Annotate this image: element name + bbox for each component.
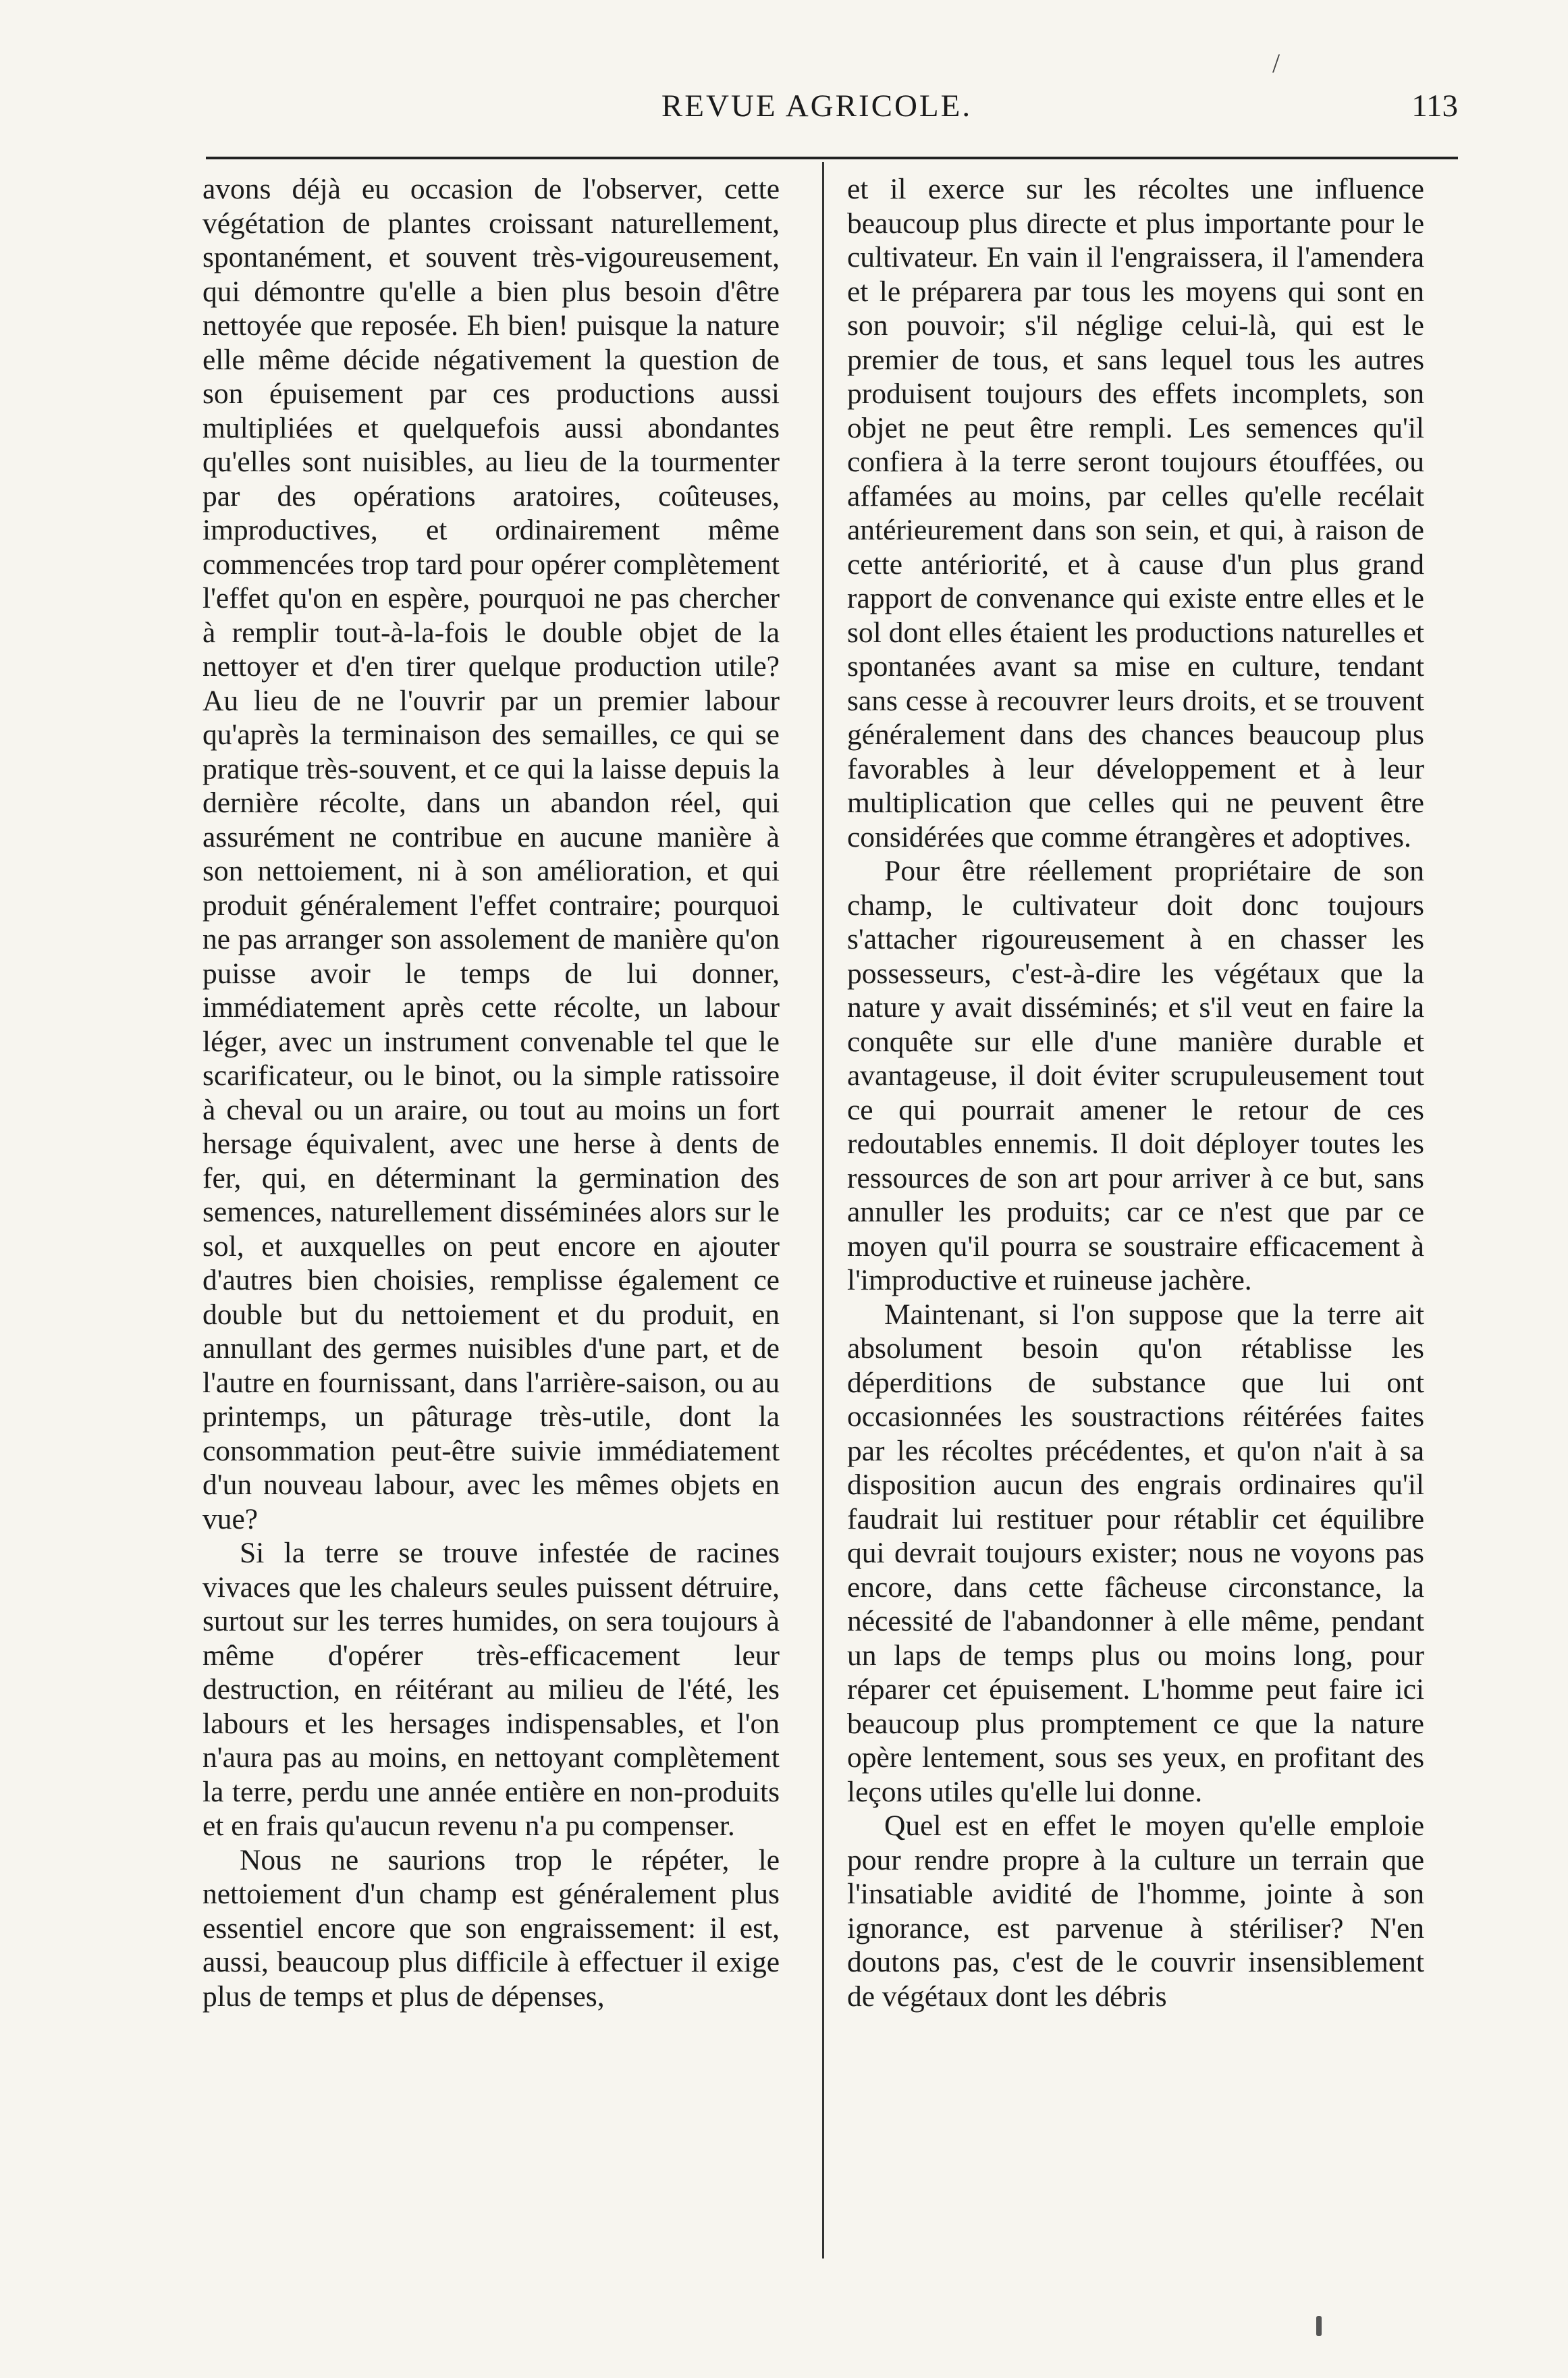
paragraph: Quel est en effet le moyen qu'elle emploie pour rendre propre à la culture un terrain que l'insatiable avidité de l'homme, jointe à son ignorance, est parvenue à stériliser? N'en doutons pas, c'est de le couvrir insensiblement de végétaux dont les débris [847,1809,1424,2013]
paragraph: et il exerce sur les récoltes une influence beaucoup plus directe et plus importante pour le cultivateur. En vain il l'engraissera, il l'amendera et le préparera par tous les moyens qui sont en son pouvoir; s'il néglige celui-là, qui est le premier de tous, et sans lequel tous les autres produisent toujours des effets incomplets, son objet ne peut être rempli. Les semences qu'il confiera à la terre seront toujours étouffées, ou affamées au moins, par celles qu'elle recélait antérieurement dans son sein, et qui, à raison de cette antériorité, et à cause d'un plus grand rapport de convenance qui existe entre elles et le sol dont elles étaient les productions naturelles et spontanées avant sa mise en culture, tendant sans cesse à recouvrer leurs droits, et se trouvent généralement dans des chances beaucoup plus favorables à leur développement et à leur multiplication que celles qui ne peuvent être considérées que comme étrangères et adoptives. [847,173,1424,853]
column-divider [822,162,824,2258]
paragraph: Maintenant, si l'on suppose que la terre ait absolument besoin qu'on rétablisse les déperditions de substance que lui ont occasionnées les soustractions réitérées faites par les récoltes précédentes, et qu'on n'ait à sa disposition aucun des engrais ordinaires qu'il faudrait lui restituer pour rétablir cet équilibre qui devrait toujours exister; nous ne voyons pas encore, dans cette fâcheuse circonstance, la nécessité de l'abandonner à elle même, pendant un laps de temps plus ou moins long, pour réparer cet épuisement. L'homme peut faire ici beaucoup plus promptement ce que la nature opère lentement, sous ses yeux, en profitant des leçons utiles qu'elle lui donne. [847,1298,1424,1808]
header-rule [206,157,1458,159]
page-number: 113 [1411,88,1458,124]
stray-ink-mark [1316,2316,1322,2336]
paragraph: avons déjà eu occasion de l'observer, cette végétation de plantes croissant naturellement, spontanément, et souvent très-vigoureusement, qui démontre qu'elle a bien plus besoin d'être nettoyée que reposée. Eh bien! puisque la nature elle même décide négativement la question de son épuisement par ces productions aussi multipliées et quelquefois aussi abondantes qu'elles sont nuisibles, au lieu de la tourmenter par des opérations aratoires, coûteuses, improductives, et ordinairement même commencées trop tard pour opérer complètement l'effet qu'on en espère, pourquoi ne pas chercher à remplir tout-à-la-fois le double objet de la nettoyer et d'en tirer quelque production utile? Au lieu de ne l'ouvrir par un premier labour qu'après la terminaison des semailles, ce qui se pratique très-souvent, et ce qui la laisse depuis la dernière récolte, dans un abandon réel, qui assurément ne contribue en aucune manière à son nettoiement, ni à son amélioration, et qui produit généralement l'effet contraire; pourquoi ne pas arranger son assolement de manière qu'on puisse avoir le temps de lui donner, immédiatement après cette récolte, un labour léger, avec un instrument convenable tel que le scarificateur, ou le binot, ou la simple ratissoire à cheval ou un araire, ou tout au moins un fort hersage équivalent, avec une herse à dents de fer, qui, en déterminant la germination des semences, naturellement disséminées alors sur le sol, et auxquelles on peut encore en ajouter d'autres bien choisies, remplisse également ce double but du nettoiement et du produit, en annullant des germes nuisibles d'une part, et de l'autre en fournissant, dans l'arrière-saison, ou au printemps, un pâturage très-utile, dont la consommation peut-être suivie immédiatement d'un nouveau labour, avec les mêmes objets en vue? [202,173,780,1535]
corner-mark: / [1272,48,1280,78]
paragraph: Si la terre se trouve infestée de racines vivaces que les chaleurs seules puissent détruire, surtout sur les terres humides, on sera toujours à même d'opérer très-efficacement leur destruction, en réitérant au milieu de l'été, les labours et les hersages indispensables, et l'on n'aura pas au moins, en nettoyant complètement la terre, perdu une année entière en non-produits et en frais qu'aucun revenu n'a pu compenser. [202,1537,780,1842]
running-header-title: REVUE AGRICOLE. [661,88,973,124]
paragraph: Nous ne saurions trop le répéter, le nettoiement d'un champ est généralement plus essentiel encore que son engraissement: il est, aussi, beaucoup plus difficile à effectuer il exige plus de temps et plus de dépenses, [202,1843,780,2013]
right-column [847,172,1424,2013]
paragraph: Pour être réellement propriétaire de son champ, le cultivateur doit donc toujours s'attacher rigoureusement à en chasser les possesseurs, c'est-à-dire les végétaux que la nature y avait disséminés; et s'il veut en faire la conquête sur elle d'une manière durable et avantageuse, il doit éviter scrupuleusement tout ce qui pourrait amener le retour de ces redoutables ennemis. Il doit déployer toutes les ressources de son art pour arriver à ce but, sans annuller les produits; car ce n'est que par ce moyen qu'il pourra se soustraire efficacement à l'improductive et ruineuse jachère. [847,855,1424,1296]
left-column [202,172,780,2013]
